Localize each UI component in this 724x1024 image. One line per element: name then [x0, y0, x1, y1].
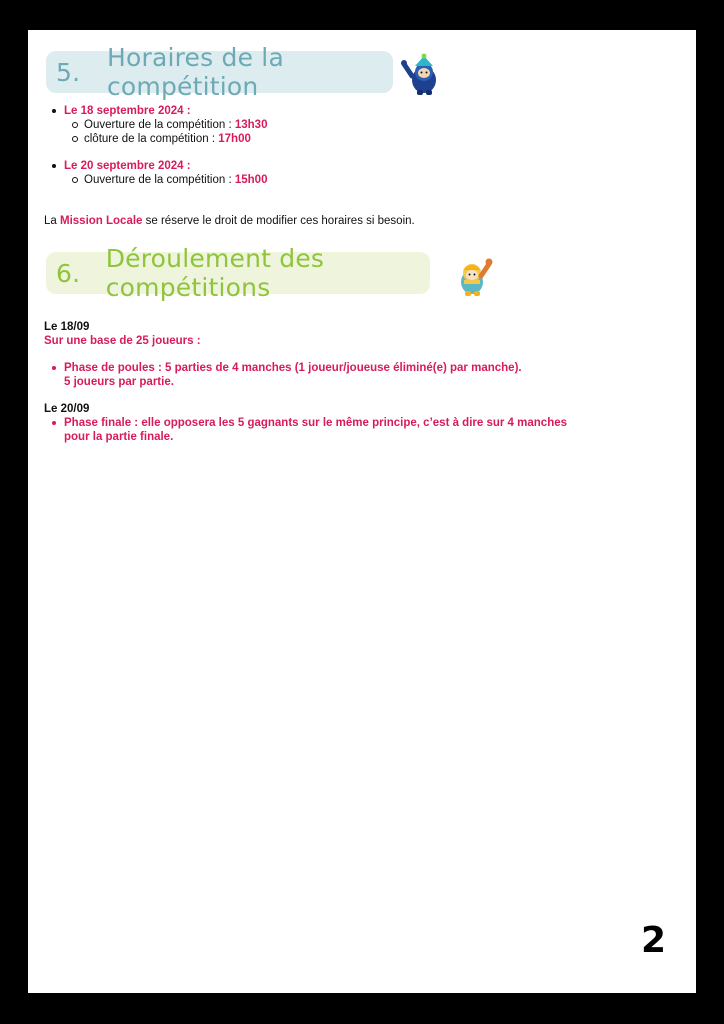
day-1-base: Sur une base de 25 joueurs :	[44, 335, 201, 347]
day-1-phase	[28, 361, 668, 389]
schedule-day-list	[28, 104, 668, 187]
schedule-item	[84, 118, 668, 132]
note-suffix: se réserve le droit de modifier ces horaires si besoin.	[142, 215, 415, 227]
schedule-item	[84, 132, 668, 146]
section-5-title: Horaires de la compétition	[106, 43, 284, 101]
schedule-day-2-items	[64, 173, 668, 187]
day-1-phase-list	[28, 361, 668, 389]
section-6-number: 6.	[56, 258, 81, 288]
schedule-item-label: clôture de la compétition :	[84, 133, 219, 145]
schedule-day-1-date: Le 18 septembre 2024 :	[64, 105, 191, 117]
day-2-phase-item	[64, 416, 668, 444]
note-highlight: Mission Locale	[60, 215, 143, 227]
section-5-number: 5.	[56, 57, 81, 87]
schedule-note	[44, 214, 664, 228]
schedule-day-1	[64, 104, 668, 146]
document-page	[28, 30, 696, 993]
day-1-phase-item	[64, 361, 668, 389]
day-2-phase-line-1: Phase finale : elle opposera les 5 gagnants sur le même principe, c’est à dire sur 4 manches	[64, 417, 568, 429]
schedule-day-1-items	[64, 118, 668, 146]
competition-day-2	[44, 402, 664, 416]
section-5-header	[46, 43, 393, 101]
day-1-label: Le 18/09	[44, 321, 90, 333]
day-1-phase-line-2: 5 joueurs par partie.	[64, 376, 174, 388]
schedule-item	[84, 173, 668, 187]
competition-day-1	[44, 320, 664, 348]
schedule-item-time: 15h00	[234, 174, 268, 186]
mascot-waving-blue-icon	[400, 50, 444, 96]
schedule-list	[28, 104, 668, 187]
section-6-title: Déroulement des compétitions	[105, 244, 325, 302]
schedule-day-2	[64, 159, 668, 187]
schedule-item-time: 13h30	[234, 119, 268, 131]
schedule-item-label: Ouverture de la compétition :	[84, 174, 235, 186]
schedule-item-time: 17h00	[218, 133, 251, 145]
mascot-waving-yellow-icon	[452, 252, 496, 298]
schedule-day-2-date: Le 20 septembre 2024 :	[64, 160, 191, 172]
page-number: 2	[640, 920, 666, 961]
day-2-label: Le 20/09	[44, 403, 90, 415]
schedule-item-label: Ouverture de la compétition :	[84, 119, 235, 131]
day-2-phase-line-2: pour la partie finale.	[64, 431, 174, 443]
day-1-phase-line-1: Phase de poules : 5 parties de 4 manches (1 joueur/joueuse éliminé(e) par manche).	[64, 362, 522, 374]
day-2-phase	[28, 416, 668, 444]
day-2-phase-list	[28, 416, 668, 444]
note-prefix: La	[44, 215, 60, 227]
section-6-header	[46, 244, 430, 302]
